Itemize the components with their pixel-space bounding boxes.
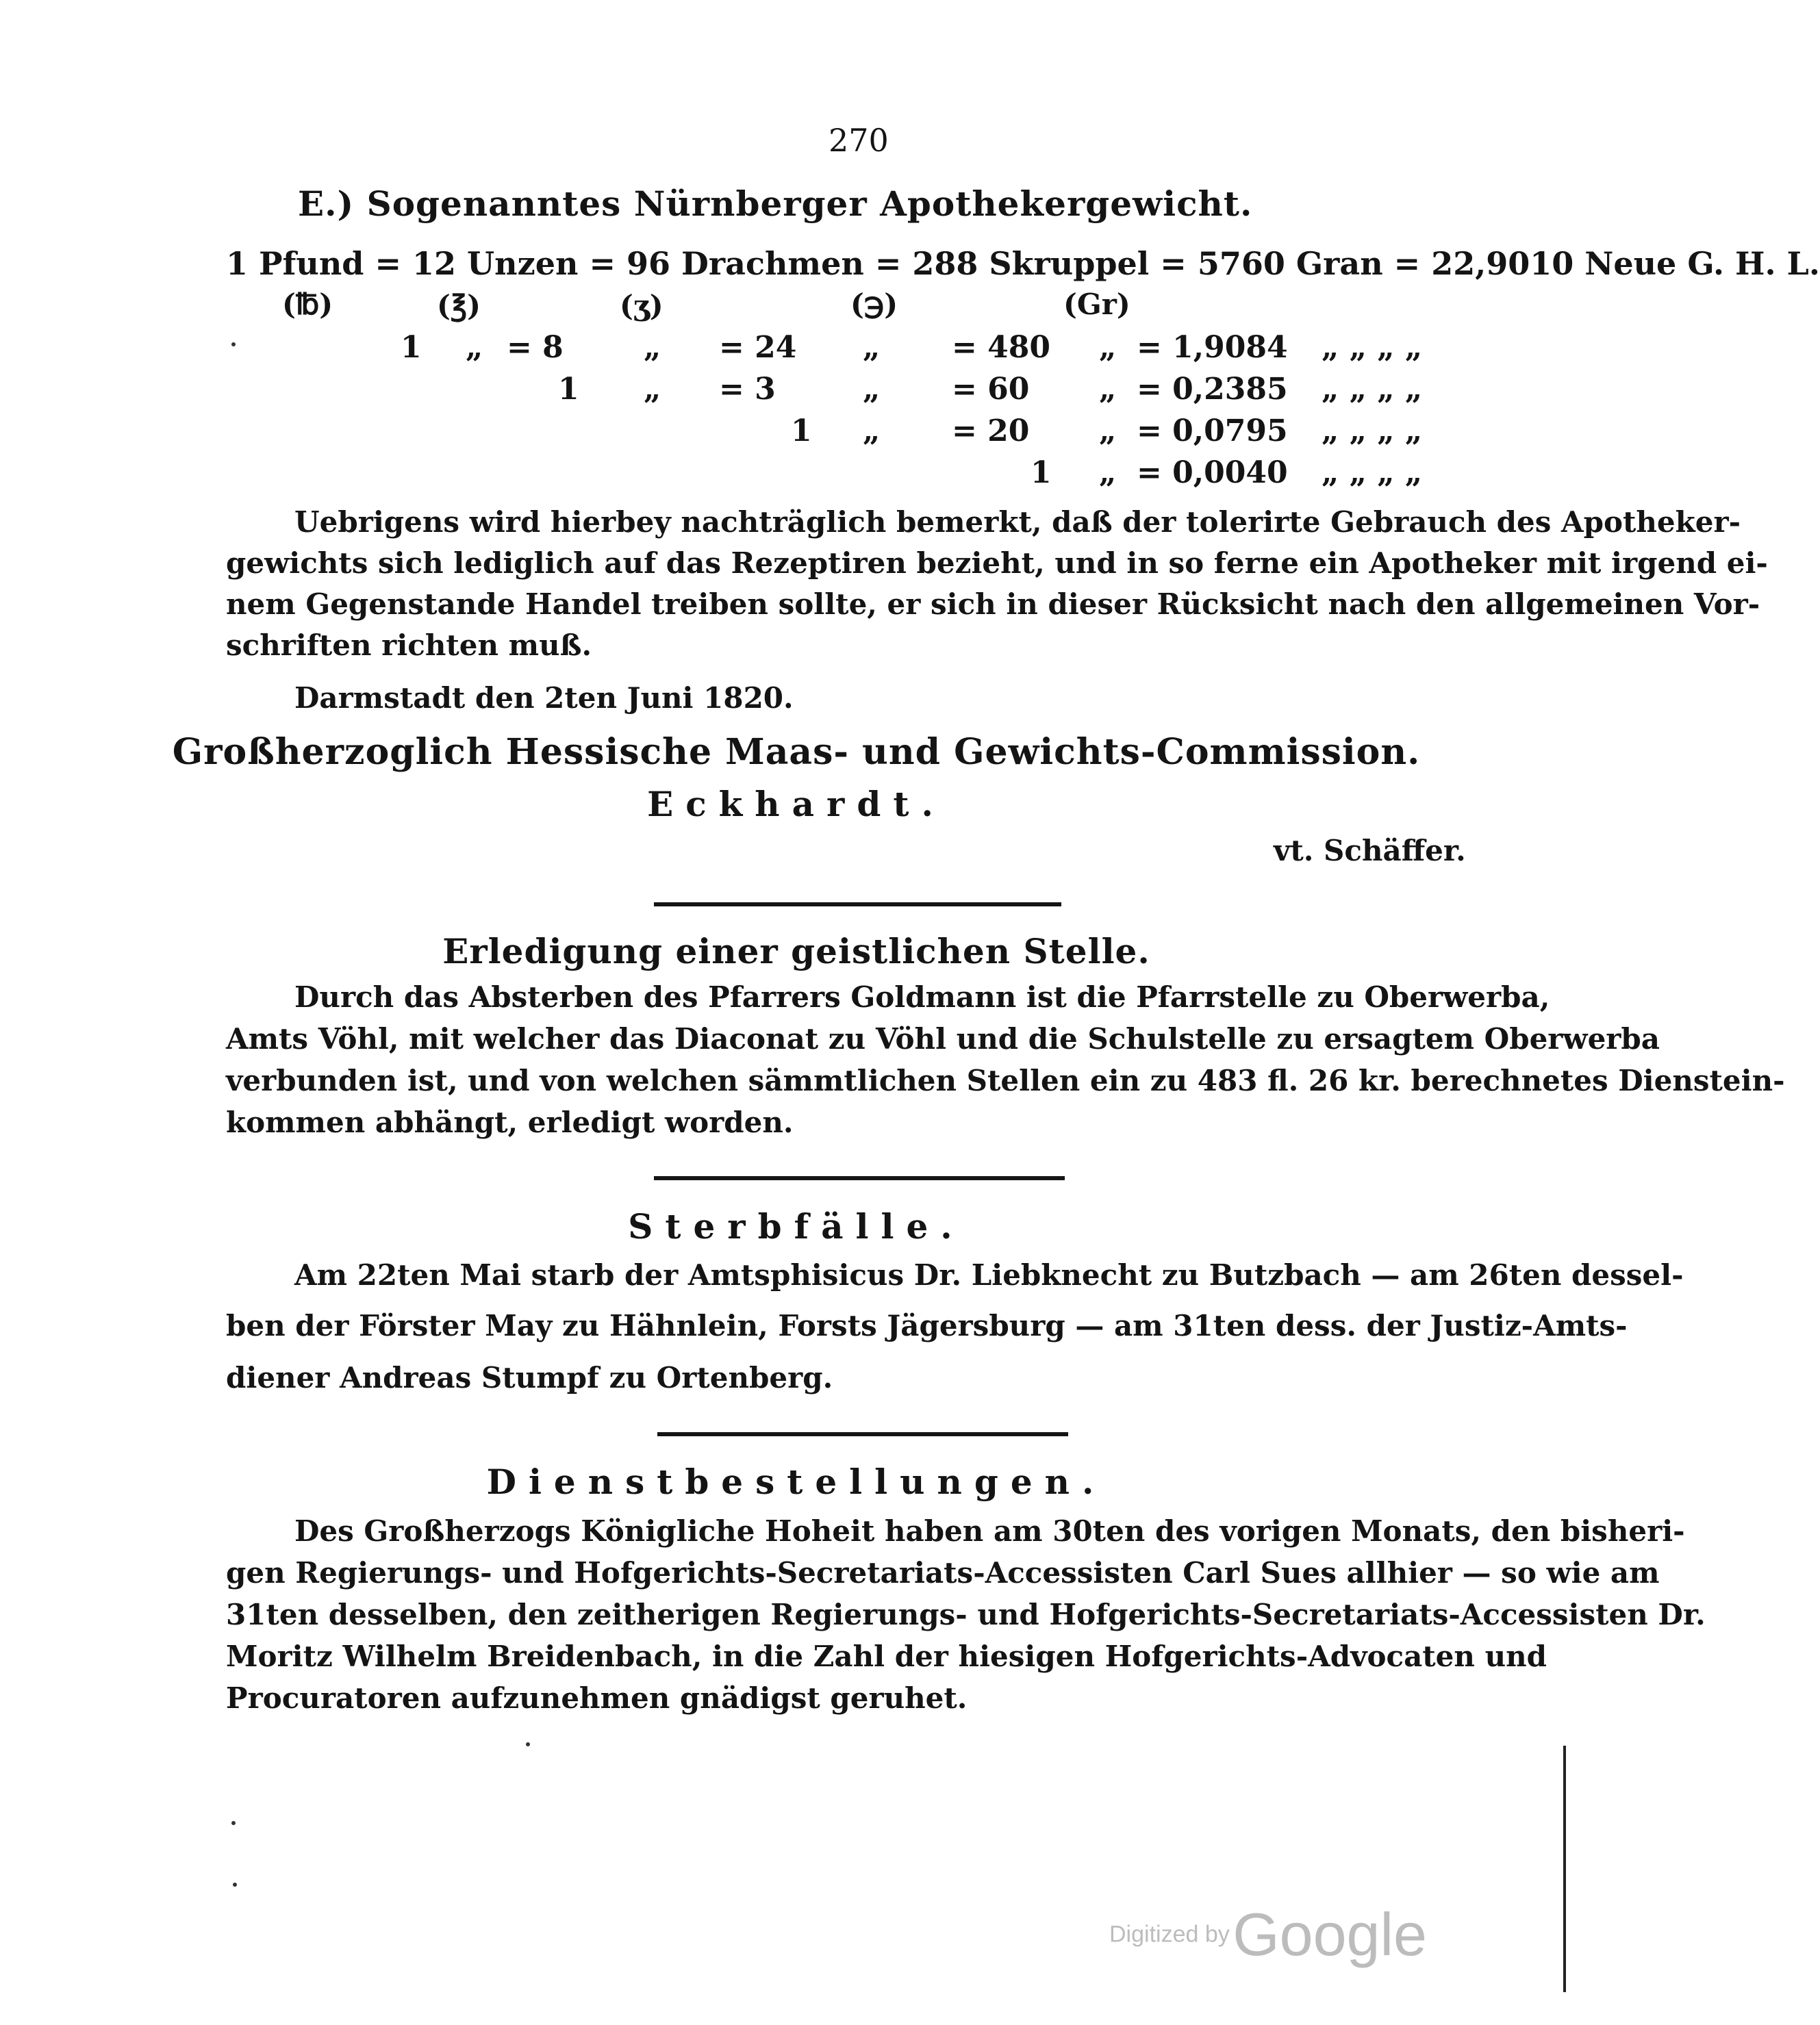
table-cell: „ „ „ „	[1322, 330, 1423, 365]
table-cell: „	[863, 413, 881, 448]
deaths-title: Sterbfälle.	[628, 1206, 965, 1247]
appointments-line: Des Großherzogs Königliche Hoheit haben am 30ten des vorigen Monats, den bisheri-	[294, 1514, 1685, 1548]
table-cell: „	[863, 330, 881, 365]
table-cell: „ „ „ „	[1322, 455, 1423, 490]
google-watermark	[1109, 1900, 1427, 1970]
table-cell: „	[863, 372, 881, 407]
appointments-line: 31ten desselben, den zeitherigen Regierungs- und Hofgerichts-Secretariats-Accessisten Dr.	[226, 1598, 1706, 1631]
table-cell: 1	[791, 413, 812, 448]
section-e-title: E.) Sogenanntes Nürnberger Apothekergewicht.	[298, 183, 1253, 224]
table-cell: = 60	[952, 372, 1030, 407]
table-cell: „	[466, 330, 483, 365]
table-cell: = 0,0795	[1137, 413, 1288, 448]
google-logo: Google	[1233, 1900, 1427, 1968]
appointments-title: Dienstbestellungen.	[486, 1462, 1107, 1502]
table-cell: „	[1099, 455, 1117, 490]
table-cell: „	[644, 330, 661, 365]
scan-speck	[526, 1742, 530, 1746]
table-cell: 1	[1031, 455, 1052, 490]
countersignature: vt. Schäffer.	[1274, 834, 1466, 867]
symbol-drachm: (ʒ)	[620, 289, 663, 322]
deaths-line: ben der Förster May zu Hähnlein, Forsts Jägersburg — am 31ten dess. der Justiz-Amts-	[226, 1309, 1628, 1342]
paragraph-line: schriften richten muß.	[226, 628, 592, 662]
appointments-line: Procuratoren aufzunehmen gnädigst geruhet.	[226, 1681, 968, 1715]
divider	[657, 1432, 1068, 1436]
table-cell: 1	[558, 372, 579, 407]
table-cell: = 24	[719, 330, 797, 365]
commission-name: Großherzoglich Hessische Maas- und Gewichts-Commission.	[172, 731, 1421, 773]
scan-speck	[233, 1883, 237, 1887]
scan-speck	[231, 342, 236, 346]
table-cell: = 0,0040	[1137, 455, 1288, 490]
table-cell: = 8	[507, 330, 564, 365]
date-line: Darmstadt den 2ten Juni 1820.	[294, 681, 794, 715]
table-cell: = 0,2385	[1137, 372, 1288, 407]
weight-formula: 1 Pfund = 12 Unzen = 96 Drachmen = 288 Skruppel = 5760 Gran = 22,9010 Neue G. H. L.	[226, 245, 1820, 282]
table-cell: „ „ „ „	[1322, 372, 1423, 407]
table-cell: „ „ „ „	[1322, 413, 1423, 448]
table-cell: = 1,9084	[1137, 330, 1288, 365]
table-cell: = 480	[952, 330, 1051, 365]
appointments-line: Moritz Wilhelm Breidenbach, in die Zahl der hiesigen Hofgerichts-Advocaten und	[226, 1640, 1547, 1673]
table-cell: = 20	[952, 413, 1030, 448]
symbol-ounce: (℥)	[437, 289, 481, 322]
symbol-pound: (℔)	[282, 288, 333, 321]
signature: Eckhardt.	[647, 784, 946, 824]
paragraph-line: nem Gegenstande Handel treiben sollte, er sich in dieser Rücksicht nach den allgemeinen Vor-	[226, 587, 1760, 621]
table-cell: „	[1099, 413, 1117, 448]
scan-speck	[231, 1821, 236, 1825]
table-cell: = 3	[719, 372, 776, 407]
vacancy-title: Erledigung einer geistlichen Stelle.	[442, 931, 1150, 971]
appointments-line: gen Regierungs- und Hofgerichts-Secretariats-Accessisten Carl Sues allhier — so wie am	[226, 1556, 1660, 1590]
table-cell: „	[1099, 372, 1117, 407]
table-cell: 1	[401, 330, 422, 365]
symbol-grain: (Gr)	[1063, 288, 1130, 321]
vacancy-line: kommen abhängt, erledigt worden.	[226, 1106, 794, 1139]
page-number: 270	[829, 122, 889, 159]
paragraph-line: gewichts sich lediglich auf das Rezeptiren bezieht, und in so ferne ein Apotheker mit irgend ei-	[226, 546, 1768, 580]
vacancy-line: Amts Vöhl, mit welcher das Diaconat zu Vöhl und die Schulstelle zu ersagtem Oberwerba	[226, 1022, 1660, 1056]
watermark-prefix: Digitized by	[1109, 1921, 1230, 1948]
paragraph-line: Uebrigens wird hierbey nachträglich bemerkt, daß der tolerirte Gebrauch des Apotheker-	[294, 505, 1741, 539]
divider	[654, 1176, 1065, 1180]
vacancy-line: verbunden ist, und von welchen sämmtlichen Stellen ein zu 483 fl. 26 kr. berechnetes Dienstein-	[226, 1064, 1785, 1097]
deaths-line: diener Andreas Stumpf zu Ortenberg.	[226, 1361, 833, 1394]
divider	[654, 902, 1061, 906]
deaths-line: Am 22ten Mai starb der Amtsphisicus Dr. Liebknecht zu Butzbach — am 26ten dessel-	[294, 1258, 1684, 1292]
table-cell: „	[1099, 330, 1117, 365]
scan-margin-line	[1563, 1746, 1566, 1992]
table-cell: „	[644, 372, 661, 407]
vacancy-line: Durch das Absterben des Pfarrers Goldmann ist die Pfarrstelle zu Oberwerba,	[294, 980, 1550, 1014]
symbol-scruple: (℈)	[850, 288, 898, 321]
